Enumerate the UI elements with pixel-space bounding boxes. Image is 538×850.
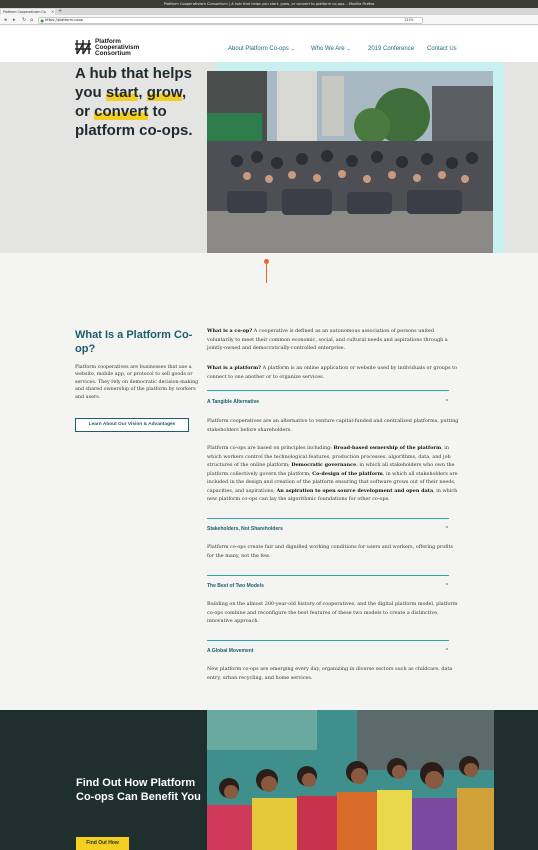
- chevron-up-icon: ⌃: [444, 583, 449, 589]
- definition-term: What is a co-op?: [207, 328, 253, 334]
- definition-term: What is a platform?: [207, 365, 262, 371]
- accordion-body: [207, 444, 459, 504]
- window-title-bar: [0, 0, 538, 8]
- accordion-header-stakeholders[interactable]: [207, 524, 449, 534]
- nav-label: Contact Us: [427, 46, 457, 52]
- section-title: What Is a Platform Co-op?: [75, 329, 193, 355]
- reload-icon[interactable]: ↻: [22, 17, 27, 23]
- back-icon[interactable]: ◂: [4, 17, 7, 23]
- window-title: Platform Cooperativism Consortium | A hub that helps you start, grow, or convert to platform co-ops. - Mozilla Firefox: [163, 2, 375, 6]
- highlight-start: start: [105, 84, 139, 101]
- accordion-divider: [207, 390, 449, 391]
- body-strong: Co-design of the platform: [312, 470, 383, 477]
- chevron-up-icon: ⌃: [444, 399, 449, 405]
- highlight-grow: grow: [146, 84, 182, 101]
- new-tab-icon[interactable]: +: [58, 8, 63, 14]
- body-strong: An aspiration to open source development and open data: [276, 487, 434, 494]
- accordion-header-tangible-alternative[interactable]: [207, 397, 449, 407]
- browser-toolbar: [0, 15, 538, 25]
- tab-bar: [0, 8, 538, 15]
- address-bar[interactable]: [38, 17, 423, 24]
- body-text: , in which all stakeholders who own the platform collectively govern the platform;: [207, 462, 455, 477]
- highlight-convert: convert: [94, 103, 149, 120]
- hero-title-sep: ,: [138, 84, 147, 101]
- nav-label: Who We Are: [311, 46, 345, 52]
- scroll-indicator-dot: [264, 259, 269, 264]
- benefit-title: Find Out How Platform Co-ops Can Benefit You: [76, 777, 201, 803]
- definition-text: A cooperative is defined as an autonomous association of persons united voluntarily to meet their common economic, social, and cultural needs and aspirations through a jointly-owned and democratically-controlled enterprise.: [207, 328, 448, 351]
- accordion-header-best-of-two-models[interactable]: [207, 581, 449, 591]
- logo-line: Cooperativism: [95, 44, 140, 52]
- hero-title-sep: ,: [181, 84, 187, 101]
- definition-coop: [207, 327, 459, 353]
- close-tab-icon[interactable]: ×: [51, 9, 55, 14]
- hero-title-text: or: [75, 103, 95, 120]
- nav-about-platform-coops[interactable]: [228, 46, 295, 52]
- url-text: https://platform.coop: [45, 17, 83, 22]
- definition-text: A platform is an online application or website used by individuals or groups to connect to one another or to organize services.: [207, 365, 458, 380]
- find-out-how-button[interactable]: Find Out How: [76, 837, 129, 850]
- chevron-up-icon: ⌃: [444, 526, 449, 532]
- logo-line: Consortium: [95, 50, 131, 58]
- body-text: , in which all stakeholders are included in the design and creation of the platform ensuring that software grows out of their needs, capacities, and aspirations;: [207, 470, 458, 494]
- zoom-level[interactable]: 133%: [404, 18, 414, 22]
- benefit-photo: [207, 710, 494, 850]
- tab-label: Platform Cooperativism Co: [3, 10, 46, 14]
- nav-2019-conference[interactable]: [368, 46, 414, 52]
- body-strong: Democratic governance: [291, 462, 357, 468]
- body-text: , in which workers control the technological features, production processes, algorithms, data, and job structures of the online platform;: [207, 445, 451, 468]
- nav-label: 2019 Conference: [368, 46, 415, 52]
- accordion-divider: [207, 518, 449, 519]
- body-strong: Broad-based ownership of the platform: [333, 445, 442, 451]
- accordion-title: Stakeholders, Not Shareholders: [207, 526, 283, 532]
- learn-vision-button[interactable]: Learn About Our Vision & Advantages: [75, 418, 189, 432]
- hero-group-photo: [207, 71, 493, 263]
- home-icon[interactable]: ⌂: [30, 17, 34, 23]
- accordion-body: Platform co-ops create fair and dignified working conditions for users and workers, offering profits for the many, not the few.: [207, 544, 453, 559]
- definition-platform: [207, 364, 459, 381]
- nav-contact-us[interactable]: [427, 46, 457, 52]
- accordion-title: A Tangible Alternative: [207, 399, 260, 405]
- nav-who-we-are[interactable]: [311, 46, 351, 52]
- hero-title-text: to platform co-ops.: [75, 103, 193, 139]
- accordion-divider: [207, 640, 449, 641]
- nav-label: About Platform Co-ops: [228, 46, 289, 52]
- section-description: Platform cooperatives are businesses that use a website, mobile app, or protocol to sell goods or services. They rely on democratic decision-making and shared ownership of the platform by workers and users.: [75, 365, 199, 400]
- body-text: , in which new platform co-ops can lay the algorithmic foundations for other co-ops.: [207, 487, 458, 502]
- chevron-down-icon: ⌄: [290, 46, 295, 52]
- accordion-header-global-movement[interactable]: [207, 646, 449, 656]
- site-header: [0, 26, 538, 62]
- forward-icon[interactable]: ▸: [13, 17, 16, 23]
- hero-title: [75, 64, 195, 140]
- accordion-body: New platform co-ops are emerging every day, organizing in diverse sectors such as childcare, data entry, urban recycling, and home services.: [207, 666, 453, 681]
- logo-icon[interactable]: [74, 38, 92, 56]
- lock-icon: ●: [40, 17, 44, 23]
- accordion-title: The Best of Two Models: [207, 583, 264, 589]
- accordion-divider: [207, 575, 449, 576]
- accordion-body: Platform cooperatives are an alternative to venture capital-funded and centralized platforms, putting stakeholders before shareholders.: [207, 418, 459, 433]
- hero-title-text: A hub that helps you: [75, 65, 192, 101]
- logo-text[interactable]: [95, 39, 139, 58]
- body-text: Platform co-ops are based on principles including:: [207, 445, 334, 451]
- chevron-down-icon: ⌄: [346, 46, 351, 52]
- accordion-title: A Global Movement: [207, 648, 254, 654]
- logo-line: Platform: [95, 38, 121, 45]
- chevron-up-icon: ⌃: [444, 648, 449, 654]
- accordion-body: Building on the almost 200-year-old history of cooperatives, and the digital platform model, platform co-ops combine and reconfigure the best features of these two models to create a distinctive, innovative approach.: [207, 601, 458, 624]
